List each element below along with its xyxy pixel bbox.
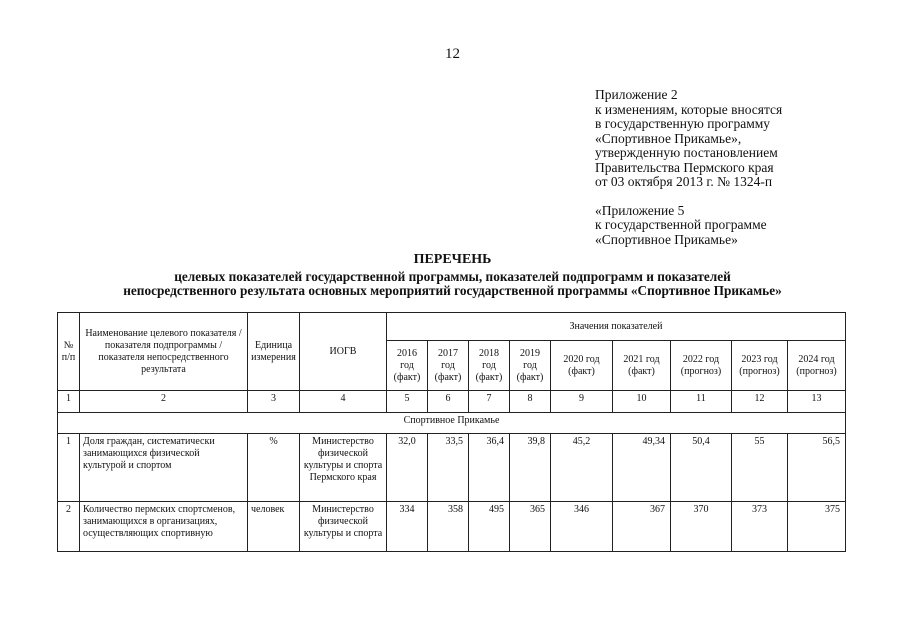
header-year: 2020 год (факт) — [551, 341, 613, 391]
column-number: 6 — [428, 391, 469, 413]
header-year: 2024 год (прогноз) — [788, 341, 846, 391]
row-value: 370 — [671, 502, 732, 552]
column-number: 12 — [732, 391, 788, 413]
subtitle-line: целевых показателей государственной программы, показателей подпрограмм и показателей — [174, 269, 731, 284]
header-year: 2022 год (прогноз) — [671, 341, 732, 391]
header-unit: Единица измерения — [248, 313, 300, 391]
header-name: Наименование целевого показателя / показателя подпрограммы / показателя непосредственного результата — [80, 313, 248, 391]
annex-line: «Спортивное Прикамье», — [595, 130, 742, 146]
column-number-row — [58, 391, 846, 413]
annex-line: Правительства Пермского края — [595, 159, 774, 175]
column-number: 2 — [80, 391, 248, 413]
row-value: 32,0 — [387, 434, 428, 502]
row-value: 50,4 — [671, 434, 732, 502]
header-year: 2019 год (факт) — [510, 341, 551, 391]
column-number: 11 — [671, 391, 732, 413]
column-number: 13 — [788, 391, 846, 413]
row-unit: человек — [248, 502, 300, 552]
section-row — [58, 413, 846, 434]
row-num: 1 — [58, 434, 80, 502]
annex-line: в государственную программу — [595, 116, 771, 131]
annex-line: Приложение 2 — [595, 87, 678, 102]
header-values-group: Значения показателей — [387, 313, 846, 341]
annex-line: к изменениям, которые вносятся — [595, 101, 783, 117]
column-number: 9 — [551, 391, 613, 413]
header-iogv: ИОГВ — [300, 313, 387, 391]
page-number: 12 — [445, 46, 460, 62]
header-row — [58, 313, 846, 341]
section-title: Спортивное Прикамье — [58, 413, 846, 434]
row-value: 346 — [551, 502, 613, 552]
header-year: 2023 год (прогноз) — [732, 341, 788, 391]
row-value: 45,2 — [551, 434, 613, 502]
annex-line: «Спортивное Прикамье» — [595, 231, 738, 247]
column-number: 4 — [300, 391, 387, 413]
row-num: 2 — [58, 502, 80, 552]
header-year: 2021 год (факт) — [613, 341, 671, 391]
row-iogv: Министерство физической культуры и спорта — [300, 502, 387, 552]
row-value: 375 — [788, 502, 846, 552]
row-value: 55 — [732, 434, 788, 502]
column-number: 3 — [248, 391, 300, 413]
header-year: 2016 год (факт) — [387, 341, 428, 391]
table-row — [58, 502, 846, 552]
table-row — [58, 434, 846, 502]
row-unit: % — [248, 434, 300, 502]
column-number: 5 — [387, 391, 428, 413]
column-number: 10 — [613, 391, 671, 413]
row-value: 49,34 — [613, 434, 671, 502]
column-number: 8 — [510, 391, 551, 413]
row-iogv: Министерство физической культуры и спорта Пермского края — [300, 434, 387, 502]
header-year: 2017 год (факт) — [428, 341, 469, 391]
column-number: 7 — [469, 391, 510, 413]
row-value: 373 — [732, 502, 788, 552]
row-value: 56,5 — [788, 434, 846, 502]
row-value: 39,8 — [510, 434, 551, 502]
row-value: 365 — [510, 502, 551, 552]
header-num: № п/п — [58, 313, 80, 391]
document-subtitle — [0, 270, 905, 298]
row-name: Доля граждан, систематически занимающихся физической культурой и спортом — [80, 434, 248, 502]
annex-line: утвержденную постановлением — [595, 145, 778, 160]
row-value: 358 — [428, 502, 469, 552]
column-number: 1 — [58, 391, 80, 413]
annex-line: от 03 октября 2013 г. № 1324-п — [595, 174, 773, 189]
header-year: 2018 год (факт) — [469, 341, 510, 391]
annex-block — [595, 88, 782, 247]
row-name: Количество пермских спортсменов, занимающихся в организациях, осуществляющих спортивную — [80, 502, 248, 552]
row-value: 33,5 — [428, 434, 469, 502]
row-value: 36,4 — [469, 434, 510, 502]
indicators-table — [57, 312, 846, 552]
subtitle-line: непосредственного результата основных мероприятий государственной программы «Спортивное Прикамье» — [123, 283, 782, 298]
document-title: ПЕРЕЧЕНЬ — [413, 252, 492, 267]
row-value: 367 — [613, 502, 671, 552]
row-value: 495 — [469, 502, 510, 552]
row-value: 334 — [387, 502, 428, 552]
annex-line: «Приложение 5 — [595, 202, 685, 218]
annex-line: к государственной программе — [595, 217, 767, 232]
